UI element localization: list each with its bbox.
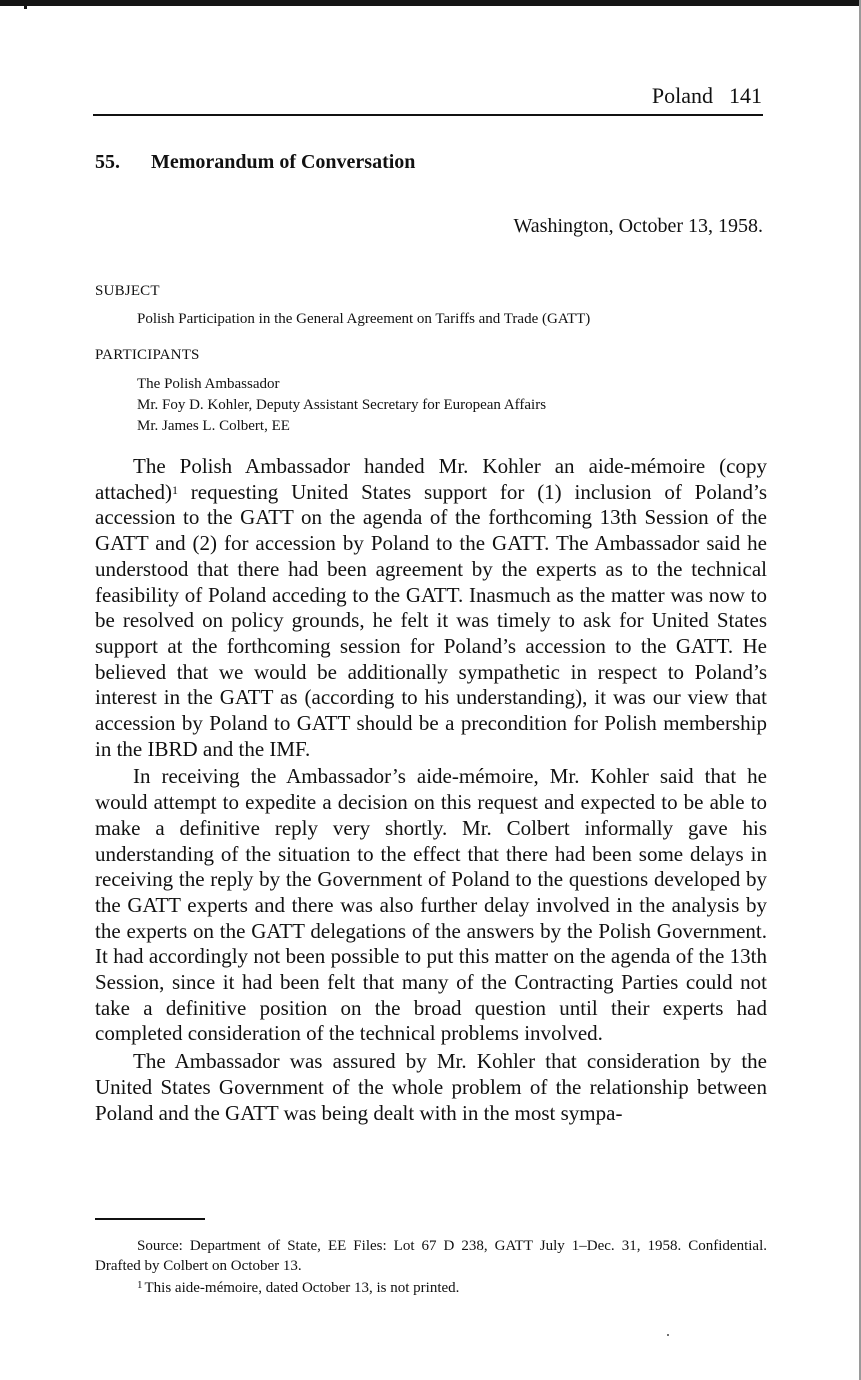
dateline: Washington, October 13, 1958. xyxy=(513,215,763,237)
header-rule xyxy=(93,114,763,116)
memorandum-body xyxy=(95,454,767,1128)
scan-edge-mark xyxy=(24,0,27,9)
participant-item: Mr. James L. Colbert, EE xyxy=(137,418,290,434)
participant-item: The Polish Ambassador xyxy=(137,376,280,392)
document-heading xyxy=(95,150,415,174)
document-number: 55. xyxy=(95,151,120,173)
running-head-title: Poland xyxy=(651,83,713,108)
body-paragraph-2: In receiving the Ambassador’s aide-mémoire, Mr. Kohler said that he would attempt to expedite a decision on this request and expected to be able to make a definitive reply very shortly. Mr. Colbert informally gave his understanding of the situation to the effect that there had been some delays in receiving the reply by the Government of Poland to the questions developed by the GATT experts and there was also further delay involved in the analysis by the experts on the GATT delegations of the answers by the Polish Government. It had accordingly not been possible to put this matter on the agenda of the 13th Session, since it had been felt that many of the Contracting Parties could not take a definitive position on the broad question until their experts had completed consideration of the technical problems involved. xyxy=(95,764,767,1046)
page-number: 141 xyxy=(729,83,762,108)
source-note: Source: Department of State, EE Files: Lot 67 D 238, GATT July 1–Dec. 31, 1958. Confidential. Drafted by Colbert on October 13. xyxy=(95,1238,767,1274)
footnote-1 xyxy=(95,1279,767,1299)
paragraph-text: The Polish Ambassador handed Mr. Kohler an aide-mémoire (copy attached) xyxy=(95,454,767,504)
participants-label: PARTICIPANTS xyxy=(95,347,200,363)
body-paragraph-3: The Ambassador was assured by Mr. Kohler that consideration by the United States Government of the whole problem of the relationship between Poland and the GATT was being dealt with in the most sympa- xyxy=(95,1049,767,1125)
scan-speck xyxy=(667,1334,669,1336)
footnotes xyxy=(95,1237,767,1302)
participants-list xyxy=(137,374,546,437)
subject-label: SUBJECT xyxy=(95,283,160,299)
subject-text: Polish Participation in the General Agreement on Tariffs and Trade (GATT) xyxy=(137,311,591,327)
footnote-marker: 1 xyxy=(137,1279,143,1291)
footnote-rule xyxy=(95,1218,205,1220)
footnote-text: This aide-mémoire, dated October 13, is not printed. xyxy=(144,1280,460,1296)
footnote-reference: 1 xyxy=(171,482,178,497)
body-paragraph-1 xyxy=(95,454,767,762)
document-title: Memorandum of Conversation xyxy=(151,151,416,173)
scan-edge-top xyxy=(0,0,861,6)
participant-item: Mr. Foy D. Kohler, Deputy Assistant Secretary for European Affairs xyxy=(137,397,547,413)
running-head xyxy=(560,83,762,109)
paragraph-text: requesting United States support for (1) inclusion of Poland’s accession to the GATT on the agenda of the forthcoming 13th Session of the GATT and (2) for accession by Poland to the GATT. The Ambassador said he understood that there had been agreement by the experts as to the technical feasibility of Poland acceding to the GATT. Inasmuch as the matter was now to be resolved on policy grounds, he felt it was timely to ask for United States support at the forthcoming session for Poland’s accession to the GATT. He believed that we would be additionally sympathetic in respect to Poland’s interest in the GATT as (according to his understanding), it was our view that accession by Poland to GATT should be a precondition for Polish membership in the IBRD and the IMF. xyxy=(95,479,767,761)
